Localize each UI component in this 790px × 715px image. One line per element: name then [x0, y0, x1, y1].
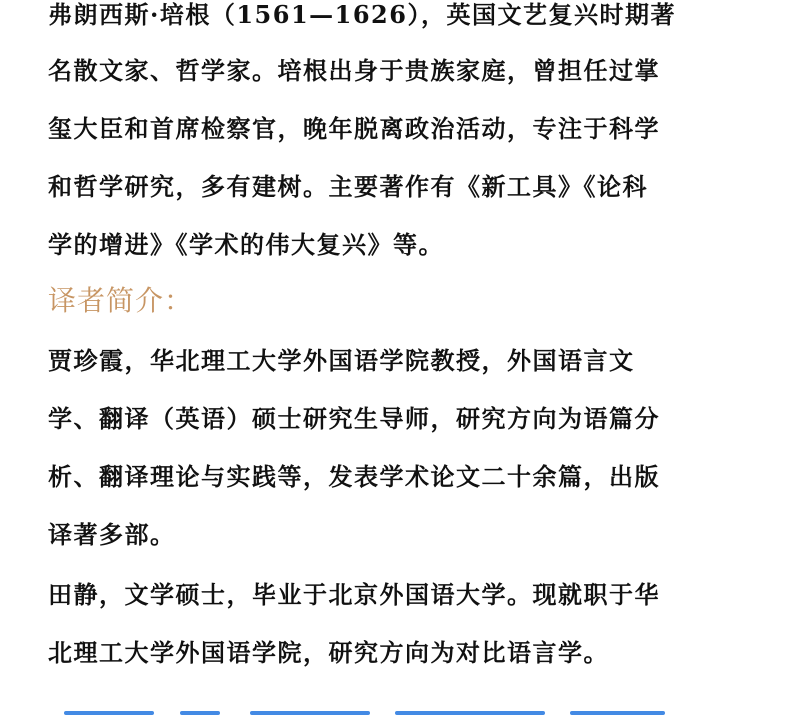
cropped-text-fragment [395, 711, 545, 715]
cropped-text-fragment [180, 711, 220, 715]
translator-bio-line-4: 译著多部。 [48, 520, 176, 549]
cropped-text-fragment [250, 711, 370, 715]
translator-bio-line-5: 田静，文学硕士，毕业于北京外国语大学。现就职于华 [48, 580, 660, 609]
translator-bio-line-1: 贾珍霞，华北理工大学外国语学院教授，外国语言文 [48, 346, 635, 375]
cropped-text-fragment [64, 711, 154, 715]
author-bio-line-4: 和哲学研究，多有建树。主要著作有《新工具》《论科 [48, 172, 648, 201]
translator-bio-line-6: 北理工大学外国语学院，研究方向为对比语言学。 [48, 638, 609, 667]
translator-bio-line-3: 析、翻译理论与实践等，发表学术论文二十余篇，出版 [48, 462, 660, 491]
cropped-text-fragment [570, 711, 665, 715]
author-bio-line-3: 玺大臣和首席检察官，晚年脱离政治活动，专注于科学 [48, 114, 660, 143]
translator-bio-line-2: 学、翻译（英语）硕士研究生导师，研究方向为语篇分 [48, 404, 660, 433]
author-bio-line-2: 名散文家、哲学家。培根出身于贵族家庭，曾担任过掌 [48, 56, 660, 85]
author-bio-line-1: 弗朗西斯·培根（1561—1626），英国文艺复兴时期著 [48, 0, 676, 29]
cropped-next-line [0, 703, 790, 715]
author-bio-line-5: 学的增进》《学术的伟大复兴》等。 [48, 230, 444, 259]
translators-heading: 译者简介： [48, 284, 194, 317]
